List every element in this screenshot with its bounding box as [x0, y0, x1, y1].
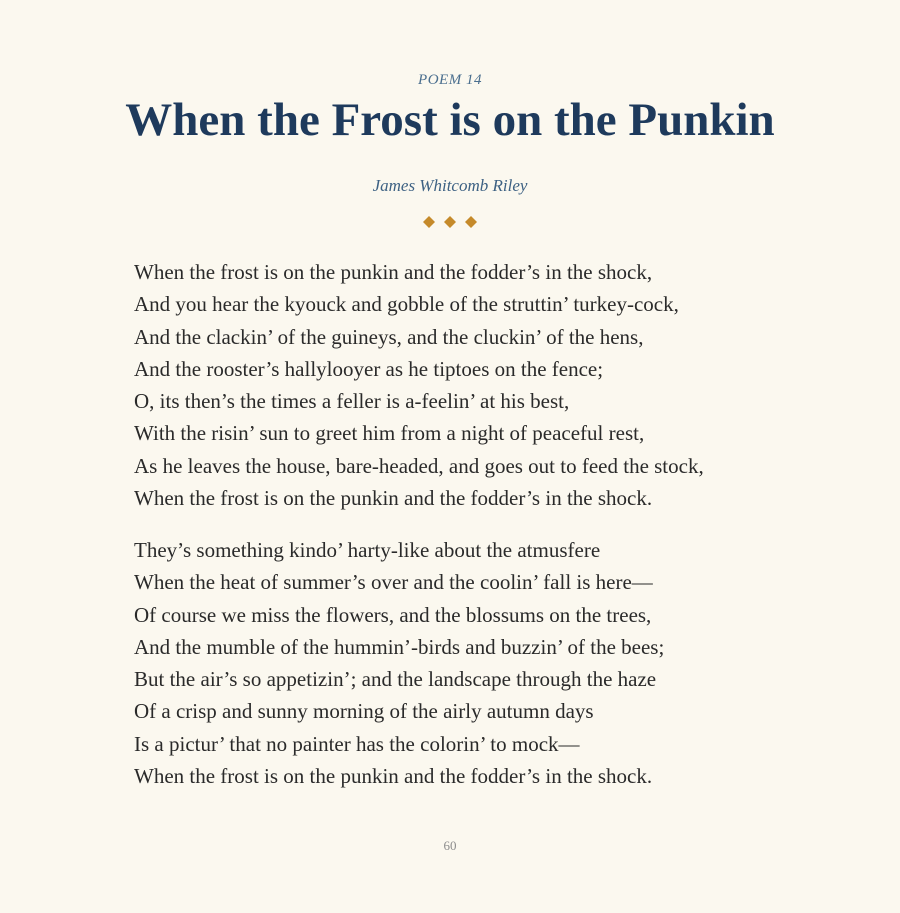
- poem-line: When the frost is on the punkin and the fodder’s in the shock,: [134, 260, 653, 284]
- poem-line: Is a pictur’ that no painter has the colorin’ to mock—: [134, 731, 580, 756]
- diamond-icon: [444, 216, 456, 228]
- poem-line: But the air’s so appetizin’; and the landscape through the haze: [134, 667, 657, 692]
- poem-author: James Whitcomb Riley: [372, 176, 528, 195]
- ornament-divider: [0, 216, 900, 234]
- diamond-icon: [465, 216, 477, 228]
- stanza: [134, 256, 834, 514]
- poem-line: Of a crisp and sunny morning of the airly autumn days: [134, 699, 594, 724]
- diamond-icon: [423, 216, 435, 228]
- poem-title: When the Frost is on the Punkin: [125, 94, 775, 146]
- poem-line: They’s something kindo’ harty-like about the atmusfere: [134, 538, 601, 562]
- poem-line: When the heat of summer’s over and the coolin’ fall is here—: [134, 570, 653, 595]
- stanza: [134, 534, 834, 792]
- poem-line: Of course we miss the flowers, and the blossums on the trees,: [134, 602, 652, 627]
- poem-line: When the frost is on the punkin and the fodder’s in the shock.: [134, 486, 653, 511]
- poem-line: And the rooster’s hallylooyer as he tiptoes on the fence;: [134, 356, 604, 381]
- poem-line: O, its then’s the times a feller is a-feelin’ at his best,: [134, 389, 570, 414]
- page-number: 60: [443, 838, 457, 853]
- poem-line: With the risin’ sun to greet him from a night of peaceful rest,: [134, 421, 645, 446]
- poem-label: POEM 14: [418, 72, 482, 88]
- poem-line: As he leaves the house, bare-headed, and goes out to feed the stock,: [134, 453, 704, 478]
- poem-line: When the frost is on the punkin and the fodder’s in the shock.: [134, 764, 653, 789]
- poem-line: And the clackin’ of the guineys, and the cluckin’ of the hens,: [134, 324, 644, 349]
- poem-line: And the mumble of the hummin’-birds and buzzin’ of the bees;: [134, 634, 665, 659]
- poem-line: And you hear the kyouck and gobble of the struttin’ turkey-cock,: [134, 292, 679, 317]
